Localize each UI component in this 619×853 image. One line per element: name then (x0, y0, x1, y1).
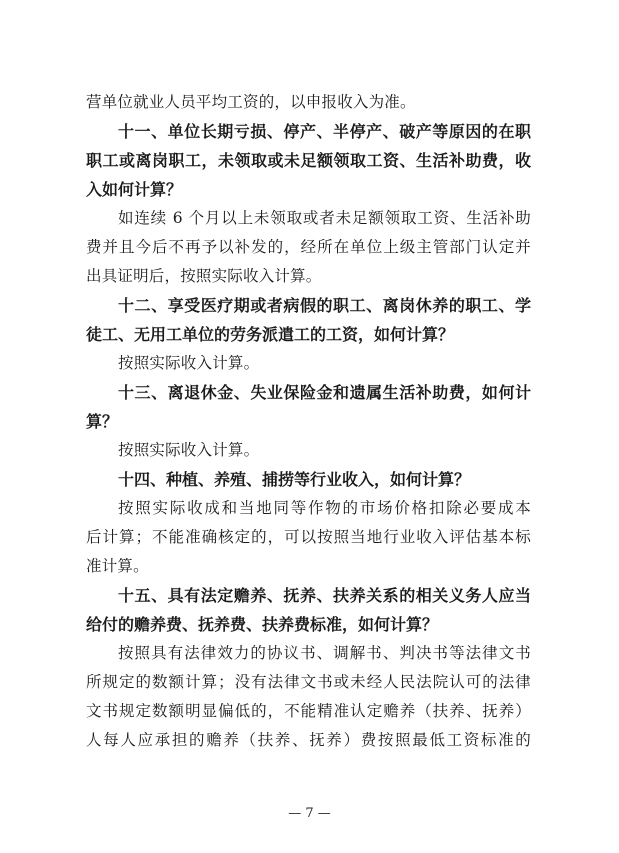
section-heading (86, 581, 531, 639)
body-paragraph (86, 204, 531, 291)
text-line: 按照实际收入计算。 (118, 441, 260, 459)
text-line: 文书规定数额明显偏低的，不能精准认定赡养（扶养、抚养） (86, 702, 531, 720)
text-line: 十一、单位长期亏损、停产、半停产、破产等原因的在职 (118, 122, 531, 141)
text-line: 徒工、无用工单位的劳务派遣工的工资，如何计算？ (86, 325, 455, 344)
text-line: 费并且今后不再予以补发的，经所在单位上级主管部门认定并 (86, 238, 531, 256)
text-line: 后计算；不能准确核定的，可以按照当地行业收入评估基本标 (86, 528, 531, 546)
body-paragraph (86, 349, 531, 378)
text-line: 十五、具有法定赡养、抚养、扶养关系的相关义务人应当 (118, 586, 531, 605)
document-body (86, 88, 531, 755)
text-line: 如连续 6 个月以上未领取或者未足额领取工资、生活补助 (118, 209, 531, 227)
text-line: 十三、离退休金、失业保险金和遗属生活补助费，如何计 (118, 383, 531, 402)
text-line: 按照具有法律效力的协议书、调解书、判决书等法律文书 (118, 644, 531, 662)
text-line: 十四、种植、养殖、捕捞等行业收入，如何计算？ (118, 470, 471, 489)
text-line: 给付的赡养费、抚养费、扶养费标准，如何计算？ (86, 615, 439, 634)
body-paragraph (86, 88, 531, 117)
section-heading (86, 117, 531, 204)
text-line: 营单位就业人员平均工资的，以申报收入为准。 (86, 93, 416, 111)
text-line: 出具证明后，按照实际收入计算。 (86, 267, 322, 285)
text-line: 十二、享受医疗期或者病假的职工、离岗休养的职工、学 (118, 296, 531, 315)
text-line: 人每人应承担的赡养（扶养、抚养）费按照最低工资标准的 (86, 731, 531, 749)
text-line: 准计算。 (86, 557, 149, 575)
page-number: — 7 — (288, 806, 331, 821)
text-line: 算？ (86, 412, 119, 431)
text-line: 按照实际收成和当地同等作物的市场价格扣除必要成本 (118, 499, 531, 517)
text-line: 所规定的数额计算；没有法律文书或未经人民法院认可的法律 (86, 673, 531, 691)
body-paragraph (86, 639, 531, 755)
text-line: 职工或离岗职工，未领取或未足额领取工资、生活补助费，收 (86, 151, 531, 170)
section-heading (86, 378, 531, 436)
text-line: 按照实际收入计算。 (118, 354, 260, 372)
text-line: 入如何计算？ (86, 180, 183, 199)
section-heading (86, 465, 531, 494)
section-heading (86, 291, 531, 349)
body-paragraph (86, 494, 531, 581)
body-paragraph (86, 436, 531, 465)
